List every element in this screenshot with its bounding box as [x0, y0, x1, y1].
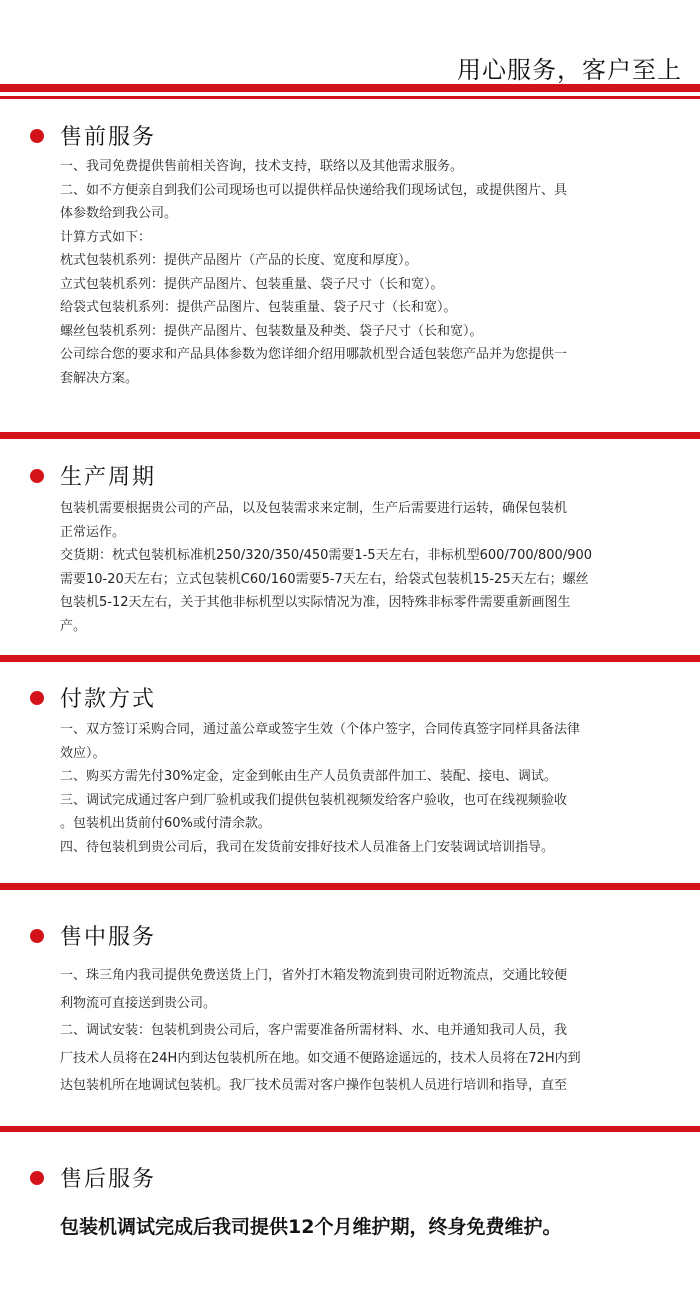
- red-dot-icon: [30, 129, 44, 143]
- body-line: 达包装机所在地调试包装机。我厂技术员需对客户操作包装机人员进行培训和指导，直至: [60, 1078, 568, 1093]
- body-line: 立式包装机系列：提供产品图片、包装重量、袋子尺寸（长和宽）。: [60, 276, 444, 292]
- body-line: 螺丝包装机系列：提供产品图片、包装数量及种类、袋子尺寸（长和宽）。: [60, 323, 483, 339]
- body-line: 三、调试完成通过客户到厂验机或我们提供包装机视频发给客户验收，也可在线视频验收: [60, 792, 568, 808]
- section-body-insale: [60, 962, 660, 1100]
- section-title-production: [30, 460, 156, 491]
- body-line: 套解决方案。: [60, 370, 139, 386]
- section-body-payment: [60, 718, 660, 859]
- body-line: 二、如不方便亲自到我们公司现场也可以提供样品快递给我们现场试包，或提供图片、具: [60, 182, 568, 198]
- section-title-presale: [30, 120, 156, 151]
- body-line: 二、购买方需先付30%定金，定金到帐由生产人员负责部件加工、装配、接电、调试。: [60, 769, 557, 784]
- body-line: 正常运作。: [60, 524, 126, 540]
- body-line: 给袋式包装机系列：提供产品图片、包装重量、袋子尺寸（长和宽）。: [60, 300, 457, 315]
- red-dot-icon: [30, 929, 44, 943]
- body-line: 公司综合您的要求和产品具体参数为您详细介绍用哪款机型合适包装您产品并为您提供一: [60, 347, 568, 362]
- body-line: 体参数给到我公司。: [60, 206, 178, 221]
- section-body-presale: [60, 155, 660, 390]
- red-dot-icon: [30, 469, 44, 483]
- section-divider: [0, 883, 700, 890]
- body-line: 利物流可直接送到贵公司。: [60, 995, 217, 1011]
- body-line: 一、我司免费提供售前相关咨询，技术支持，联络以及其他需求服务。: [60, 159, 464, 174]
- body-line: 厂技术人员将在24H内到达包装机所在地。如交通不便路途遥远的，技术人员将在72H内到: [60, 1050, 581, 1066]
- top-rule-thick: [0, 84, 700, 92]
- section-body-production: [60, 497, 660, 638]
- body-line: 包装机需要根据贵公司的产品，以及包装需求来定制，生产后需要进行运转，确保包装机: [60, 501, 568, 516]
- header-slogan: 用心服务，客户至上: [457, 56, 682, 84]
- body-line: 一、珠三角内我司提供免费送货上门，省外打木箱发物流到贵司附近物流点，交通比较便: [60, 968, 568, 983]
- section-heading: 售中服务: [60, 925, 157, 950]
- red-dot-icon: [30, 691, 44, 705]
- body-line: 产。: [60, 618, 87, 634]
- body-line: 一、双方签订采购合同，通过盖公章或签字生效（个体户签字，合同传真签字同样具备法律: [60, 722, 581, 737]
- body-line: 四、待包装机到贵公司后，我司在发货前安排好技术人员准备上门安装调试培训指导。: [60, 839, 555, 855]
- body-line: 效应）。: [60, 745, 106, 761]
- section-heading: 付款方式: [60, 687, 157, 712]
- body-line: 需要10-20天左右；立式包装机C60/160需要5-7天左右，给袋式包装机15-25天左右；螺丝: [60, 571, 589, 587]
- section-divider: [0, 432, 700, 439]
- section-title-payment: [30, 682, 156, 713]
- body-line: 枕式包装机系列：提供产品图片（产品的长度、宽度和厚度）。: [60, 253, 418, 268]
- section-divider: [0, 655, 700, 662]
- red-dot-icon: [30, 1171, 44, 1185]
- section-heading: 生产周期: [60, 465, 157, 490]
- aftersale-statement: 包装机调试完成后我司提供12个月维护期，终身免费维护。: [60, 1216, 562, 1238]
- section-title-aftersale: [30, 1162, 156, 1193]
- body-line: 包装机5-12天左右，关于其他非标机型以实际情况为准，因特殊非标零件需要重新画图生: [60, 595, 571, 610]
- body-line: 交货期：枕式包装机标准机250/320/350/450需要1-5天左右，非标机型600/700/800/900: [60, 548, 593, 563]
- section-heading: 售后服务: [60, 1167, 157, 1192]
- section-title-insale: [30, 920, 156, 951]
- body-line: 。包装机出货前付60%或付清余款。: [60, 816, 271, 831]
- body-line: 计算方式如下：: [60, 229, 152, 245]
- section-divider: [0, 1126, 700, 1132]
- top-rule-thin: [0, 96, 700, 99]
- body-line: 二、调试安装：包装机到贵公司后，客户需要准备所需材料、水、电并通知我司人员，我: [60, 1023, 568, 1038]
- section-heading: 售前服务: [60, 125, 157, 150]
